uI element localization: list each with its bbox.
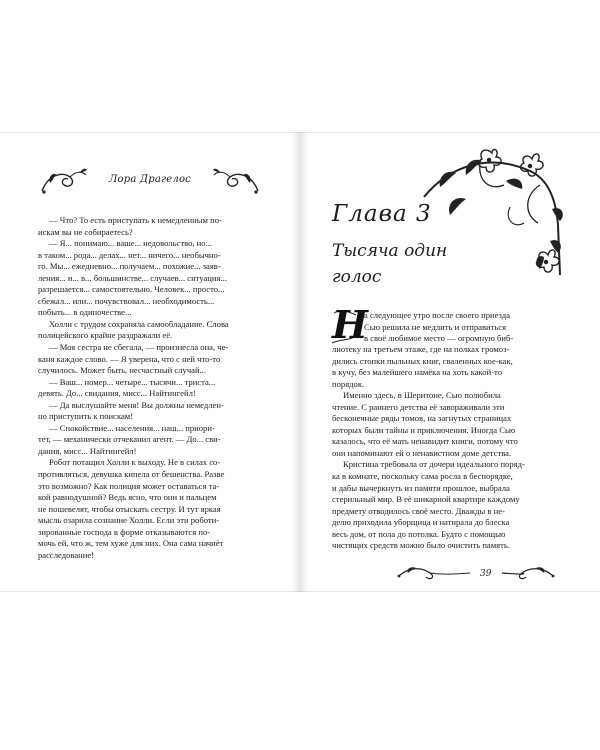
text-line: ления... и... в... большинстве... случаев... ситуация...	[38, 272, 227, 283]
text-line: — Моя сестра не сбегала, — произнесла она, че-	[49, 342, 229, 353]
text-line: а следующее утро после своего приезда	[364, 310, 510, 320]
opening-lines	[364, 310, 564, 345]
text-line: в своё любимое место — огромную биб-	[364, 333, 514, 344]
text-line: это возможно? Как полиция может оставаться та-	[38, 480, 220, 491]
text-line: противляться, девушка кипела от бешенства. Разве	[38, 469, 225, 480]
running-head	[40, 165, 260, 195]
text-line: Холли с трудом сохраняла самообладание. Слова	[49, 318, 229, 329]
text-line: они напоминают ей о ненавистном доме детства.	[332, 447, 512, 458]
text-line: мочь ей, что ж, тем хуже для них. Она сама начнёт	[38, 538, 224, 549]
text-line: — Спокойствие... населения... наш... приори-	[49, 422, 215, 433]
text-line: Именно здесь, в Шеритоне, Сью полюбила	[343, 390, 501, 401]
text-line: мысль озарила сознание Холли. Если эти роботи-	[38, 515, 220, 526]
text-line: казалось, что её мать ненавидит книги, потому что	[332, 436, 518, 447]
text-line: в таком... рода... делах... нет... ничего... необычно-	[38, 249, 221, 260]
left-page	[0, 132, 301, 592]
text-line: в кучу, без малейшего намёка на хоть какой-то	[332, 367, 502, 378]
text-line: чистящих средств можно было очистить память.	[332, 540, 510, 551]
left-page-body	[38, 215, 264, 561]
page-footer	[396, 565, 556, 583]
text-line: расследование!	[38, 549, 95, 560]
text-line: весь дом, от пола до потолка. Будто с помощью	[332, 528, 506, 539]
text-line: тет, — механически отчеканил агент. — До... сви-	[38, 434, 221, 445]
text-line: случилось. Может быть, несчастный случай...	[38, 365, 206, 376]
text-line: ка в комнате, поскольку сама росла в беспорядке,	[332, 471, 513, 482]
text-line: предмету отводилось своё место. Дважды в не-	[332, 505, 505, 516]
text-line: сбежал... или... почувствовал... необходимость...	[38, 295, 215, 306]
text-line: го. Мы... ежедневно... получаем... похожие... заяв-	[38, 261, 221, 272]
text-line: разрешается... самостоятельно. Человек... просто...	[38, 284, 225, 295]
text-line: делю приходила уборщица и натирала до блеска	[332, 517, 510, 528]
text-line: которых были тайны и приключения. Иногда Сью	[332, 424, 516, 435]
right-page-body	[332, 344, 564, 552]
text-line: кой равнодушной? Ведь ясно, что они и пальцем	[38, 492, 217, 503]
text-line: побыть... в одиночестве...	[38, 307, 132, 318]
text-line: дились стопки пыльных книг, сваленных кое-как,	[332, 355, 513, 366]
text-line: лиотеку на третьем этаже, где на полках громоз-	[332, 344, 510, 354]
chapter-subtitle-line2: голос	[332, 267, 382, 287]
text-line: девять. До... свидания, мисс... Найтингейл!	[38, 388, 196, 399]
text-line: — Я... понимаю... ваше... недовольство, но...	[49, 238, 213, 249]
text-line: Робот потащил Холли к выходу. Не в силах со-	[49, 457, 221, 468]
right-page	[300, 132, 600, 592]
text-line: порядок.	[332, 378, 365, 389]
text-line: каня каждое слово. — Я уверена, что с ней что-то	[38, 353, 221, 364]
text-line: Кристина требовала от дочери идеального поряд-	[343, 459, 525, 470]
text-line: и дабы вычеркнуть из памяти прошлое, выбрала	[332, 482, 510, 493]
text-line: — Да выслушайте меня! Вы должны немедлен-	[49, 399, 224, 410]
text-line: не пошевелят, чтобы отыскать сестру. И тут яркая	[38, 503, 221, 514]
drop-cap-letter: Н	[332, 302, 368, 347]
book-gutter	[292, 132, 308, 592]
text-line: но приступить к поискам!	[38, 411, 134, 422]
text-line: Сью решила не медлить и отправиться	[364, 321, 507, 332]
author-name: Лора Драгелос	[109, 174, 191, 185]
chapter-title: Глава 3	[332, 201, 432, 227]
text-line: — Что? То есть приступать к немедленным по-	[49, 215, 222, 225]
text-line: полицейского крайне раздражали её.	[38, 330, 173, 341]
page-number: 39	[480, 569, 492, 579]
book-spread	[0, 132, 600, 592]
text-line: бесконечные ряды томов, на загнутых страницах	[332, 413, 512, 424]
text-line: чтение. С раннего детства её завораживали эти	[332, 401, 505, 412]
text-line: — Ваш... номер... четыре... тысячи... триста...	[49, 376, 216, 387]
text-line: дания, мисс... Найтингейл!	[38, 445, 137, 456]
drop-cap	[332, 302, 368, 347]
right-swirl-icon	[212, 165, 260, 195]
footer-swirl-icon	[396, 565, 556, 583]
text-line: стерильный мир. В её шикарной квартире каждому	[332, 494, 520, 505]
chapter-subtitle-line1: Тысяча один	[332, 241, 448, 261]
text-line: зированные господа в форме отказываются по-	[38, 526, 211, 537]
text-line: искам вы не собираетесь?	[38, 226, 133, 237]
